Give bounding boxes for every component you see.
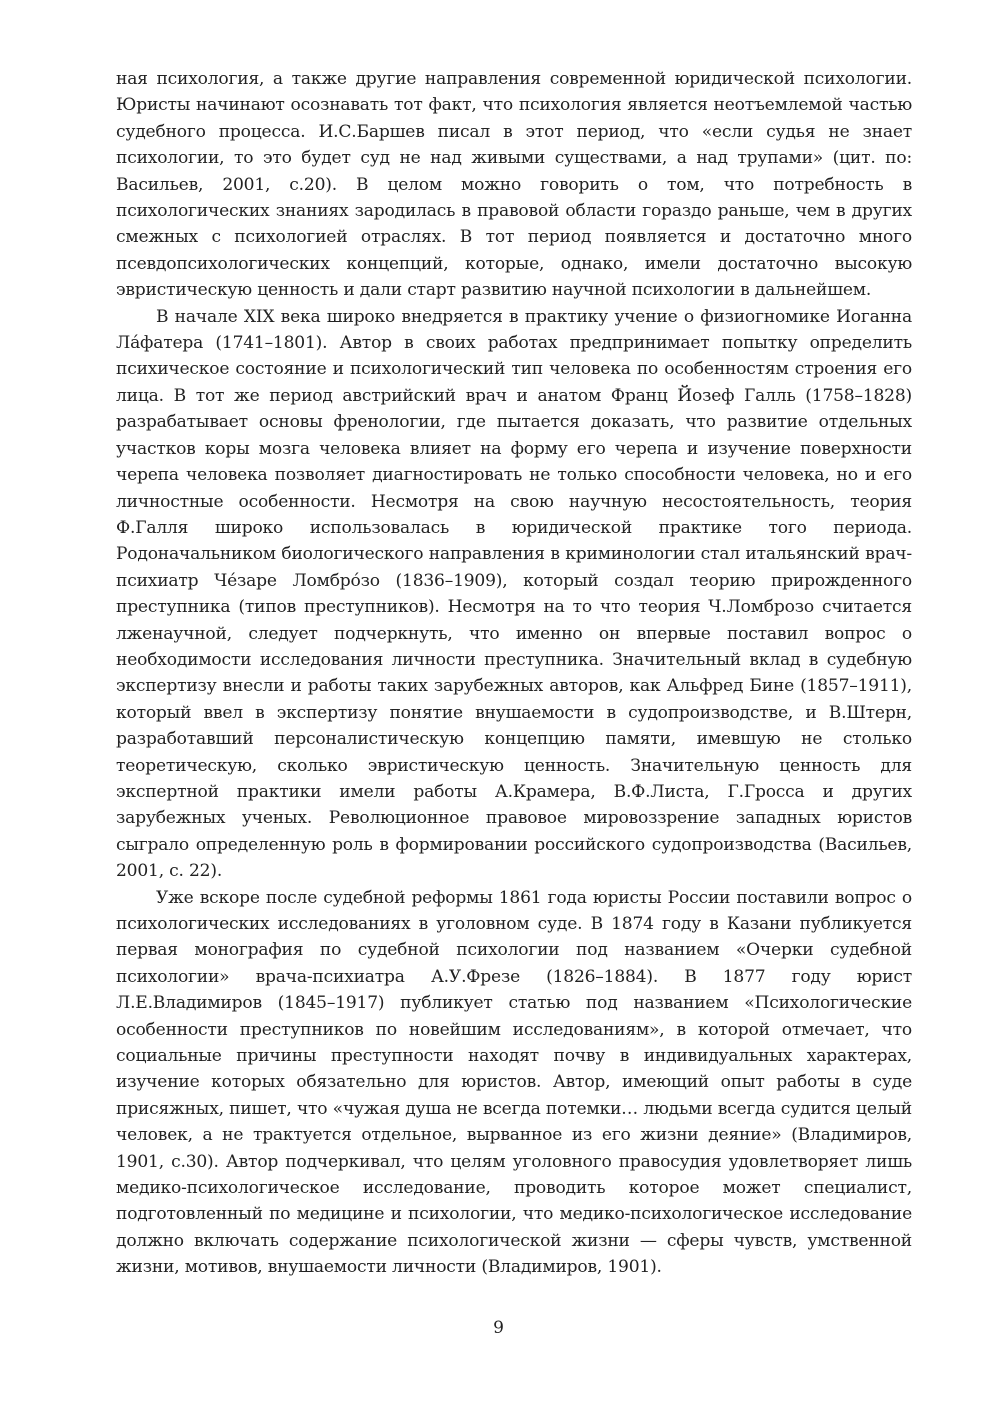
- paragraph-judicial-reform: Уже вскоре после судебной реформы 1861 года юристы России поставили вопрос о психологических исследованиях в уголовном суде. В 1874 году в Казани публикуется первая монография по судебной психологии под названием «Очерки судебной психологии» врача-психиатра А.У.Фрезе (1826–1884). В 1877 году юрист Л.Е.Владимиров (1845–1917) публикует статью под названием «Психологические особенности преступников по новейшим исследованиям», в которой отмечает, что социальные причины преступности находят почву в индивидуальных характерах, изучение которых обязательно для юристов. Автор, имеющий опыт работы в суде присяжных, пишет, что «чужая душа не всегда потемки… людьми всегда судится целый человек, а не трактуется отдельное, вырванное из его жизни деяние» (Владимиров, 1901, с.30). Автор подчеркивал, что целям уголовного правосудия удовлетворяет лишь медико-психологическое исследование, проводить которое может специалист, подготовленный по медицине и психологии, что медико-психологическое исследование должно включать содержание психологической жизни — сферы чувств, умственной жизни, мотивов, внушаемости личности (Владимиров, 1901).: [116, 887, 912, 1278]
- page-number: 9: [493, 1318, 504, 1338]
- page-body: [116, 66, 912, 1281]
- paragraph-physiognomy: В начале XIX века широко внедряется в практику учение о физиогномике Иоганна Ла́фатера (1741–1801). Автор в своих работах предпринимает попытку определить психическое состояние и психологический тип человека по особенностям строения его лица. В тот же период австрийский врач и анатом Франц Йозеф Галль (1758–1828) разрабатывает основы френологии, где пытается доказать, что развитие отдельных участков коры мозга человека влияет на форму его черепа и изучение поверхности черепа человека позволяет диагностировать не только способности человека, но и его личностные особенности. Несмотря на свою научную несостоятельность, теория Ф.Галля широко использовалась в юридической практике того периода. Родоначальником биологического направления в криминологии стал итальянский врач-психиатр Че́заре Ломбро́зо (1836–1909), который создал теорию прирожденного преступника (типов преступников). Несмотря на то что теория Ч.Ломброзо считается лженаучной, следует подчеркнуть, что именно он впервые поставил вопрос о необходимости исследования личности преступника. Значительный вклад в судебную экспертизу внесли и работы таких зарубежных авторов, как Альфред Бине (1857–1911), который ввел в экспертизу понятие внушаемости в судопроизводстве, и В.Штерн, разработавший персоналистическую концепцию памяти, имевшую не столько теоретическую, сколько эвристическую ценность. Значительную ценность для экспертной практики имели работы А.Крамера, В.Ф.Листа, Г.Гросса и других зарубежных ученых. Революционное правовое мировоззрение западных юристов сыграло определенную роль в формировании российского судопроизводства (Васильев, 2001, с. 22).: [116, 306, 912, 882]
- paragraph-continuation: ная психология, а также другие направления современной юридической психологии. Юристы начинают осознавать тот факт, что психология является неотъемлемой частью судебного процесса. И.С.Баршев писал в этот период, что «если судья не знает психологии, то это будет суд не над живыми существами, а над трупами» (цит. по: Васильев, 2001, с.20). В целом можно говорить о том, что потребность в психологических знаниях зародилась в правовой области гораздо раньше, чем в других смежных с психологией отраслях. В тот период появляется и достаточно много псевдопсихологических концепций, которые, однако, имели достаточно высокую эвристическую ценность и дали старт развитию научной психологии в дальнейшем.: [116, 69, 912, 301]
